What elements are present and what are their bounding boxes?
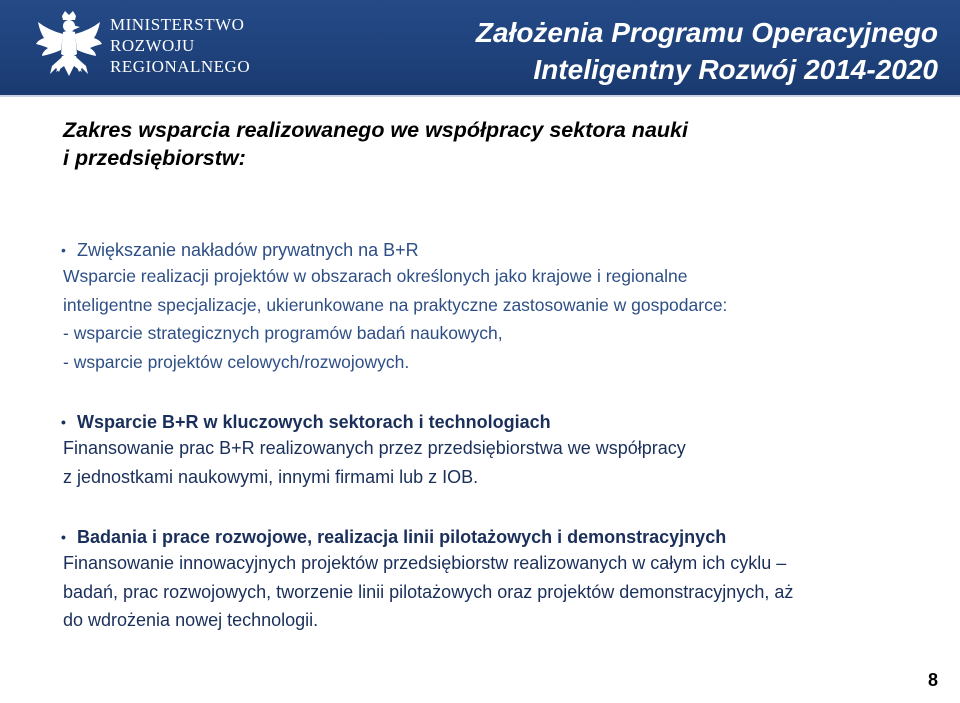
section-heading-text: Wsparcie B+R w kluczowych sektorach i technologiach: [77, 412, 551, 432]
section-line: badań, prac rozwojowych, tworzenie linii pilotażowych oraz projektów demonstracyjnych, aż: [63, 581, 794, 602]
section-heading-text: Zwiększanie nakładów prywatnych na B+R: [77, 240, 419, 260]
section-line: - wsparcie projektów celowych/rozwojowych.: [63, 351, 410, 372]
section-line: z jednostkami naukowymi, innymi firmami lub z IOB.: [63, 466, 479, 487]
section-heading-text: Badania i prace rozwojowe, realizacja linii pilotażowych i demonstracyjnych: [77, 527, 727, 547]
section-line: do wdrożenia nowej technologii.: [63, 610, 319, 630]
subtitle-line: Zakres wsparcia realizowanego we współpracy sektora nauki: [63, 118, 688, 142]
polish-eagle-emblem-icon: [34, 10, 104, 90]
section-pilot-lines: [63, 525, 943, 635]
section-key-sectors: [63, 410, 943, 491]
slide-content: [63, 116, 943, 635]
slide-title-line: Inteligentny Rozwój 2014-2020: [533, 54, 938, 85]
slide-subtitle: [63, 116, 943, 172]
section-line: Wsparcie realizacji projektów w obszarach określonych jako krajowe i regionalne: [63, 266, 688, 286]
subtitle-line: i przedsiębiorstw:: [63, 146, 246, 170]
header-divider: [0, 95, 960, 97]
section-heading: [63, 525, 943, 549]
slide-title: [476, 14, 938, 88]
slide-title-line: Założenia Programu Operacyjnego: [475, 17, 938, 48]
page-number: 8: [927, 670, 938, 690]
ministry-logo-text: [110, 14, 250, 77]
ministry-line: ROZWOJU: [110, 36, 195, 55]
section-line: Finansowanie innowacyjnych projektów przedsiębiorstw realizowanych w całym ich cyklu –: [63, 553, 787, 573]
section-line: Finansowanie prac B+R realizowanych przez przedsiębiorstwa we współpracy: [63, 438, 686, 458]
section-line: inteligentne specjalizacje, ukierunkowane na praktyczne zastosowanie w gospodarce:: [63, 294, 728, 315]
bullet-icon: •: [61, 242, 66, 258]
slide-header: [0, 0, 960, 95]
section-private-rd-spending: [63, 238, 943, 376]
section-heading: [63, 238, 943, 262]
bullet-icon: •: [61, 529, 66, 545]
ministry-line: MINISTERSTWO: [110, 15, 245, 34]
section-line: - wsparcie strategicznych programów badań naukowych,: [63, 323, 503, 343]
ministry-line: REGIONALNEGO: [110, 57, 251, 76]
section-heading: [63, 410, 943, 434]
bullet-icon: •: [61, 414, 66, 430]
